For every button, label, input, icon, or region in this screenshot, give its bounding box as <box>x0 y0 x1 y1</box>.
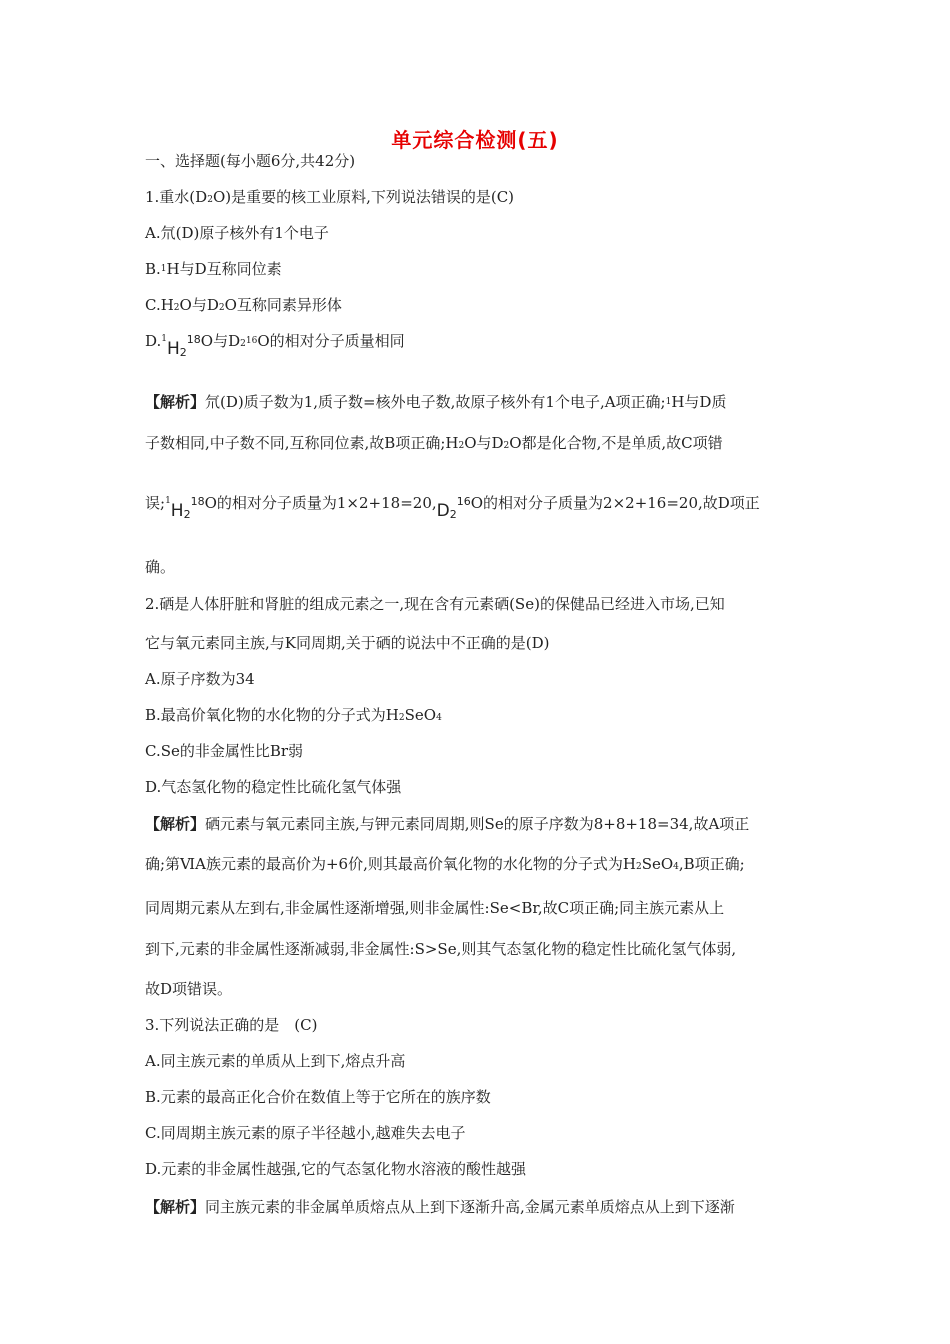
text: 同主族元素的非金属单质熔点从上到下逐渐升高,金属元素单质熔点从上到下逐渐 <box>205 1198 735 1216</box>
page-title: 单元综合检测(五) <box>391 128 559 152</box>
q1-analysis-line-2 <box>145 433 723 456</box>
q1-analysis-line-4: 确。 <box>145 558 176 576</box>
superscript: 16 <box>456 495 471 508</box>
subscript: 4 <box>436 713 442 723</box>
subscript: 2 <box>398 713 405 723</box>
q2-stem-line-1: 2.硒是人体肝脏和肾脏的组成元素之一,现在含有元素硒(Se)的保健品已经进入市场,已知 <box>145 595 725 613</box>
text: H与D质 <box>671 393 727 411</box>
text: O的相对分子质量为2×2+16=20,故D项正 <box>470 494 760 512</box>
text: 1.重水(D <box>145 188 208 206</box>
text: D <box>436 501 450 521</box>
text: SeO <box>641 855 674 873</box>
superscript: 1 <box>160 264 167 274</box>
q2-analysis-line-2 <box>145 854 745 877</box>
superscript: 1 <box>161 334 167 344</box>
text: C.H <box>145 296 174 314</box>
text: 子数相同,中子数不同,互称同位素,故B项正确;H <box>145 434 459 452</box>
analysis-tag: 【解析】 <box>145 815 206 833</box>
text: B.最高价氧化物的水化物的分子式为H <box>145 706 399 724</box>
text: 确;第ⅥA族元素的最高价为+6价,则其最高价氧化物的水化物的分子式为H <box>145 855 636 873</box>
superscript: 18 <box>190 495 205 508</box>
q2-option-d: D.气态氢化物的稳定性比硫化氢气体强 <box>145 778 402 796</box>
subscript: 2 <box>503 441 510 451</box>
text: O与D <box>464 434 504 452</box>
q1-option-a: A.氘(D)原子核外有1个电子 <box>145 224 329 242</box>
q3-option-b: B.元素的最高正化合价在数值上等于它所在的族序数 <box>145 1088 491 1106</box>
q1-analysis-line-1 <box>145 392 726 412</box>
subscript: 2 <box>458 441 465 451</box>
q3-option-a: A.同主族元素的单质从上到下,熔点升高 <box>145 1052 406 1070</box>
analysis-tag: 【解析】 <box>145 1198 206 1216</box>
isotope-formula <box>436 493 471 521</box>
q2-analysis-line-5: 故D项错误。 <box>145 980 233 998</box>
superscript: 1 <box>665 397 672 407</box>
text: SeO <box>404 706 437 724</box>
text: O与D <box>179 296 219 314</box>
q2-stem-line-2: 它与氧元素同主族,与K同周期,关于硒的说法中不正确的是(D) <box>145 634 550 652</box>
text: 氘(D)质子数为1,质子数=核外电子数,故原子核外有1个电子,A项正确; <box>205 393 666 411</box>
text: 误; <box>145 494 166 512</box>
q1-stem <box>145 187 514 210</box>
text: H <box>167 339 180 359</box>
superscript: 18 <box>186 333 201 346</box>
q1-option-c <box>145 295 342 318</box>
text: O互称同素异形体 <box>224 296 342 314</box>
subscript: 4 <box>673 862 679 872</box>
subscript: 2 <box>240 339 246 349</box>
subscript: 2 <box>173 303 180 313</box>
subscript: 2 <box>218 303 225 313</box>
q2-option-b <box>145 705 442 728</box>
analysis-tag: 【解析】 <box>145 393 206 411</box>
superscript: 16 <box>245 336 258 346</box>
text: O与D <box>200 332 241 350</box>
text: D. <box>145 332 162 350</box>
isotope-formula <box>161 331 201 359</box>
q2-analysis-line-3: 同周期元素从左到右,非金属性逐渐增强,则非金属性:Se<Br,故C项正确;同主族元素从上 <box>145 899 725 917</box>
q2-analysis-line-4: 到下,元素的非金属性逐渐减弱,非金属性:S>Se,则其气态氢化物的稳定性比硫化氢气体弱, <box>145 940 737 958</box>
superscript: 1 <box>165 496 171 506</box>
isotope-formula <box>165 493 205 521</box>
text: O的相对分子质量相同 <box>257 332 405 350</box>
text: ,B项正确; <box>678 855 745 873</box>
text: B. <box>145 260 161 278</box>
q3-option-d: D.元素的非金属性越强,它的气态氢化物水溶液的酸性越强 <box>145 1160 527 1178</box>
subscript: 2 <box>635 862 642 872</box>
subscript: 2 <box>179 346 187 359</box>
q2-analysis-line-1 <box>145 814 749 834</box>
q2-option-a: A.原子序数为34 <box>145 670 255 688</box>
text: H与D互称同位素 <box>166 260 282 278</box>
q2-option-c: C.Se的非金属性比Br弱 <box>145 742 304 760</box>
q1-analysis-line-3 <box>145 493 760 521</box>
text: H <box>170 501 184 521</box>
subscript: 2 <box>183 508 191 521</box>
q3-stem: 3.下列说法正确的是 (C) <box>145 1016 318 1034</box>
section-heading: 一、选择题(每小题6分,共42分) <box>145 152 356 170</box>
text: O)是重要的核工业原料,下列说法错误的是(C) <box>212 188 515 206</box>
q3-option-c: C.同周期主族元素的原子半径越小,越难失去电子 <box>145 1124 466 1142</box>
subscript: 2 <box>207 195 213 205</box>
text: O都是化合物,不是单质,故C项错 <box>509 434 723 452</box>
subscript: 2 <box>449 508 457 521</box>
text: 硒元素与氧元素同主族,与钾元素同周期,则Se的原子序数为8+8+18=34,故A项正 <box>205 815 750 833</box>
q1-option-d <box>145 331 405 359</box>
q3-analysis-line-1 <box>145 1197 735 1217</box>
q1-option-b <box>145 259 282 279</box>
text: O的相对分子质量为1×2+18=20, <box>204 494 437 512</box>
